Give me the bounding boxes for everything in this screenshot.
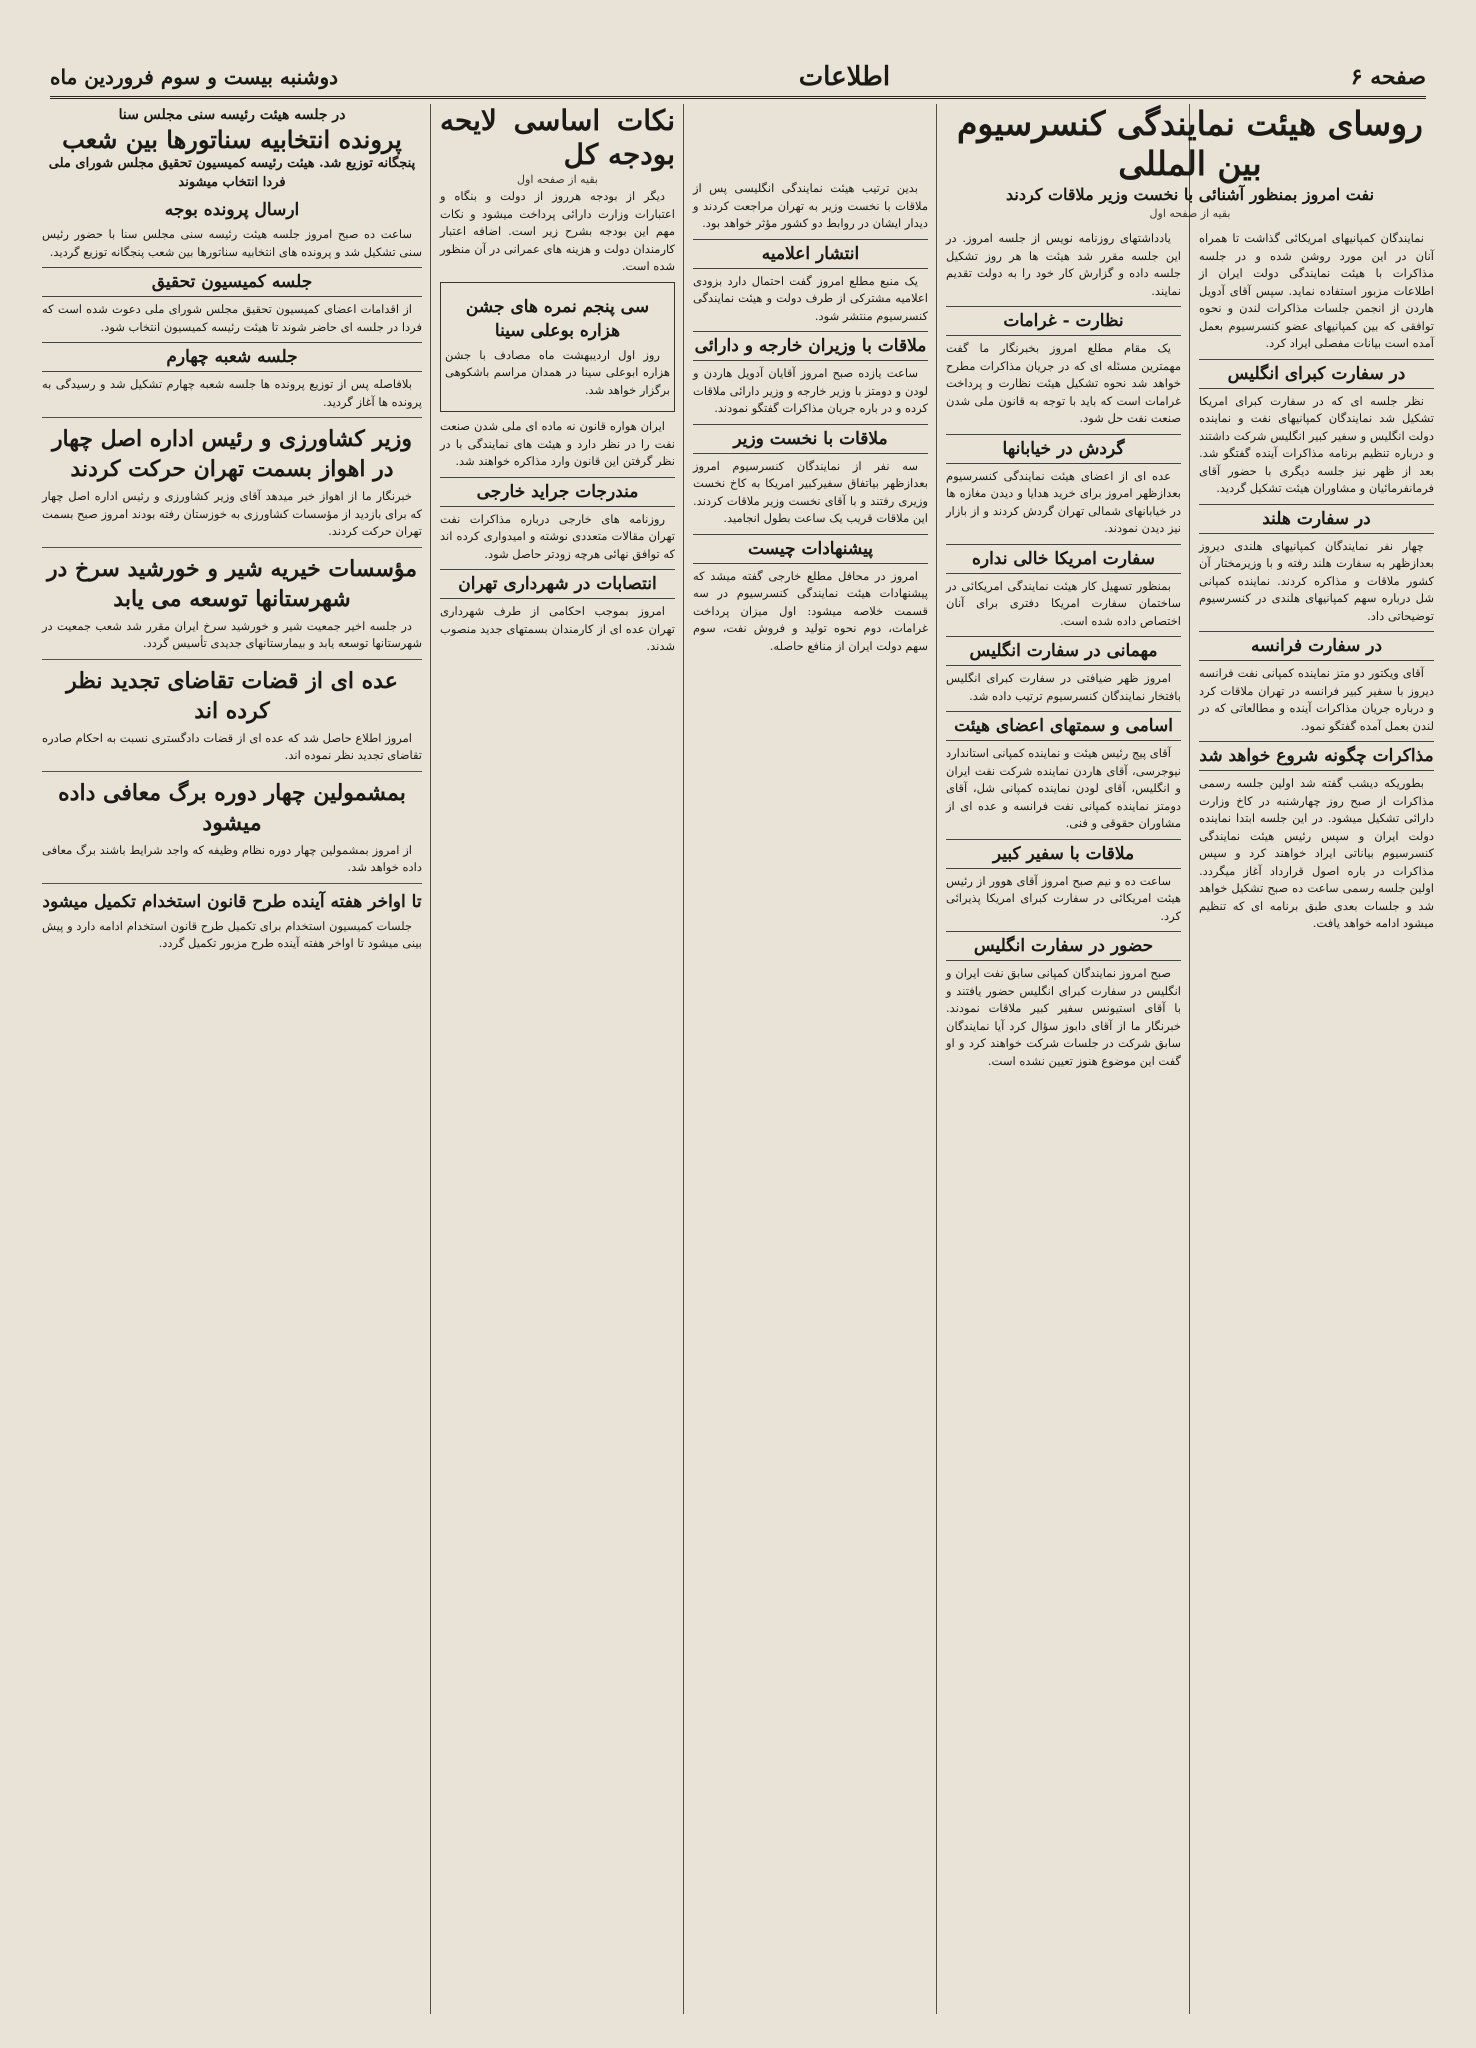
top-story-3-headline: پرونده انتخابیه سناتورها بین شعب <box>62 125 402 154</box>
section-heading: پیشنهادات چیست <box>693 534 928 564</box>
article-body: سه نفر از نمایندگان کنسرسیوم امروز بعدازظهر بیاتفاق سفیرکبیر امریکا به کاخ نخست وزیری رفتند و با آقای نخست وزیر ملاقات کردند. این ملاقات قریب یک ساعت بطول انجامید. <box>693 458 928 525</box>
top-story-3-kicker: در جلسه هیئت رئیسه سنی مجلس سنا <box>118 107 346 123</box>
column-rule <box>683 104 684 2014</box>
section-heading: نظارت - غرامات <box>946 306 1181 336</box>
page-number: صفحه ۶ <box>1350 64 1426 90</box>
column-rule <box>1189 104 1190 2014</box>
article-body: بدین ترتیب هیئت نمایندگی انگلیسی پس از ملاقات با نخست وزیر به تهران مراجعت کردند و دیدار ایشان در روابط دو کشور مؤثر خواهد بود. <box>693 181 928 230</box>
article-body: خبرنگار ما از اهواز خبر میدهد آقای وزیر کشاورزی و رئیس اداره اصل چهار که برای بازدید از مؤسسات کشاورزی به خوزستان رفته بودند امروز صبح بسمت تهران حرکت کردند. <box>42 489 422 538</box>
section-heading: بمشمولین چهار دوره برگ معافی داده میشود <box>58 779 406 836</box>
paper-name: اطلاعات <box>798 62 891 92</box>
section-heading: مهمانی در سفارت انگلیس <box>946 636 1181 666</box>
article-body: روزنامه های خارجی درباره مذاکرات نفت تهران مقالات متعددی نوشته و امیدواری کرده اند که توافق نهائی هرچه زودتر حاصل شود. <box>440 511 675 561</box>
divider <box>42 547 422 548</box>
section-heading: در سفارت هلند <box>1199 504 1434 534</box>
article-body: یک مقام مطلع امروز بخبرنگار ما گفت مهمترین مسئله ای که در جریان مذاکرات مطرح خواهد شد نحوه تشکیل هیئت نظارت و پرداخت غرامات است که باید با توجه به قانون ملی شدن صنعت نفت حل شود. <box>946 341 1181 425</box>
column-1-articles <box>1199 230 1434 933</box>
article-body: بلافاصله پس از توزیع پرونده ها جلسه شعبه چهارم تشکیل شد و رسیدگی به پرونده ها آغاز گردید. <box>42 377 422 409</box>
article-body: نظر جلسه ای که در سفارت کبرای امریکا تشکیل شد نمایندگان کمپانیهای نفت و نماینده دولت انگلیس و سفیر کبیر انگلیس شرکت داشتند و درباره تنظیم برنامه مذاکرات آینده گفتگو شد. بعد از ظهر نیز جلسه دیگری با حضور آقای فرمانفرمائیان و مشاوران هیئت تشکیل گردید. <box>1199 393 1434 495</box>
divider <box>42 417 422 418</box>
masthead <box>50 58 1426 99</box>
section-heading: عده ای از قضات تقاضای تجدید نظر کرده اند <box>66 667 398 724</box>
section-heading: جلسه کمیسیون تحقیق <box>42 267 422 297</box>
column-rule <box>430 104 431 2014</box>
section-heading: جلسه شعبه چهارم <box>42 342 422 372</box>
article-body: در جلسه اخیر جمعیت شیر و خورشید سرخ ایران مقرر شد شعب جمعیت در شهرستانها توسعه یابد و بیمارستانهای جدیدی تأسیس گردد. <box>42 618 422 650</box>
top-story-1-header <box>946 104 1434 222</box>
article-body: آقای ویکتور دو متز نماینده کمپانی نفت فرانسه دیروز با سفیر کبیر فرانسه در تهران ملاقات کرد و درباره جریان مذاکرات آینده و مطالعاتی که در لندن بعمل آمده گفتگو نمود. <box>1199 666 1434 733</box>
section-heading: مندرجات جراید خارجی <box>440 477 675 507</box>
continued-note: بقیه از صفحه اول <box>1149 207 1231 220</box>
divider <box>42 771 422 772</box>
column-rule <box>936 104 937 2014</box>
article-body: صبح امروز نمایندگان کمپانی سابق نفت ایران و انگلیس در سفارت کبرای انگلیس حضور یافتند و با آقای استیونس سفیر کبیر ملاقات نمودند. خبرنگار ما از آقای دابوز سؤال کرد آیا نمایندگان سابق شرکت در جلسات شرکت خواهند کرد و او گفت این موضوع هنوز تعیین نشده است. <box>946 966 1181 1068</box>
continued-note: بقیه از صفحه اول <box>517 173 598 186</box>
article-body: امروز بموجب احکامی از طرف شهرداری تهران عده ای از کارمندان بسمتهای جدید منصوب شدند. <box>440 604 675 653</box>
section-heading: اسامی و سمتهای اعضای هیئت <box>946 711 1181 741</box>
article-body: ساعت ده صبح امروز جلسه هیئت رئیسه سنی مجلس سنا با حضور رئیس سنی تشکیل شد و پرونده های انتخابیه سناتورها بین شعب پنجگانه توزیع گردید. <box>42 227 422 259</box>
article-body: ساعت ده و نیم صبح امروز آقای هوور از رئیس هیئت امریکائی در سفارت کبرای امریکا پذیرائی کرد. <box>946 873 1181 923</box>
article-body: امروز در محافل مطلع خارجی گفته میشد که پیشنهادات هیئت نمایندگی کنسرسیوم در سه قسمت خلاصه میشود: اول میزان پرداخت غرامات، دوم نحوه تولید و فروش نفت، سوم سهم دولت ایران از منافع حاصله. <box>693 568 928 653</box>
section-heading: وزیر کشاورزی و رئیس اداره اصل چهار در اهواز بسمت تهران حرکت کردند <box>51 426 413 482</box>
section-heading: ملاقات با سفیر کبیر <box>946 839 1181 869</box>
article-body: یک منبع مطلع امروز گفت احتمال دارد بزودی اعلامیه مشترکی از طرف دولت و هیئت نمایندگی کنسرسیوم منتشر شود. <box>693 273 928 323</box>
article-body: دیگر از بودجه هرروز از دولت و بنگاه و اعتبارات وزارت دارائی پرداخت میشود و نکات مهم این بودجه بشرح زیر است. اضافه اعتبار کارمندان دولت و هزینه های عمرانی در آن منظور شده است. <box>440 189 675 273</box>
date-line: دوشنبه بیست و سوم فروردین ماه <box>50 65 339 89</box>
divider <box>42 883 422 884</box>
section-heading: ملاقات با نخست وزیر <box>693 424 928 454</box>
top-story-2-headline: نکات اساسی لایحه بودجه کل <box>440 104 675 171</box>
article-body: امروز ظهر ضیافتی در سفارت کبرای انگلیس بافتخار نمایندگان کنسرسیوم ترتیب داده شد. <box>946 671 1181 703</box>
section-heading: مذاکرات چگونه شروع خواهد شد <box>1199 741 1434 771</box>
article-body: آقای پیج رئیس هیئت و نماینده کمپانی استاندارد نیوجرسی، آقای هاردن نماینده شرکت نفت ایران و انگلیس، آقای لودن نماینده کمپانی شل، آقای دومتز نماینده کمپانی نفت فرانسه و عده ای از مشاوران حقوقی و فنی. <box>946 746 1181 830</box>
article-body: ایران هواره قانون نه ماده ای ملی شدن صنعت نفت را در نظر دارد و هیئت های نمایندگی با در نظر گرفتن این قانون وارد مذاکره خواهند شد. <box>440 419 675 468</box>
article-body: ساعت یازده صبح امروز آقایان آدویل هاردن و لودن و دومتز با وزیر خارجه و وزیر دارائی ملاقات کرده و در باره جریان مذاکرات گفتگو نمودند. <box>693 366 928 415</box>
column-5 <box>42 104 422 2014</box>
section-heading: در سفارت فرانسه <box>1199 631 1434 661</box>
section-heading: انتصابات در شهرداری تهران <box>440 569 675 599</box>
article-body: عده ای از اعضای هیئت نمایندگی کنسرسیوم بعدازظهر امروز برای خرید هدایا و دیدن مغازه ها در خیابانهای شمالی تهران گردش کردند و از بازار نیز دیدن نمودند. <box>946 468 1181 535</box>
column-4 <box>440 104 675 2014</box>
section-heading: حضور در سفارت انگلیس <box>946 931 1181 961</box>
divider <box>42 659 422 660</box>
section-heading: انتشار اعلامیه <box>693 239 928 269</box>
top-story-1-subhead: نفت امروز بمنظور آشنائی با نخست وزیر ملاقات کردند <box>1005 185 1375 204</box>
section-heading: در سفارت کبرای انگلیس <box>1199 359 1434 389</box>
top-story-1-headline: روسای هیئت نمایندگی کنسرسیوم بین المللی <box>957 104 1423 183</box>
column-3 <box>693 180 928 2014</box>
article-body: چهار نفر نمایندگان کمپانیهای هلندی دیروز بعدازظهر به سفارت هلند رفته و با وزیرمختار آن کشور ملاقات و مذاکره کردند. نماینده کمپانی شل درباره سهم کمپانیهای هلندی در کنسرسیوم توضیحاتی داد. <box>1199 538 1434 623</box>
article-body: یادداشتهای روزنامه نویس از جلسه امروز. در این جلسه مقرر شد هیئت ها هر روز تشکیل جلسه داده و گزارش کار خود را به دولت تقدیم نمایند. <box>946 231 1181 298</box>
article-body: امروز اطلاع حاصل شد که عده ای از قضات دادگستری نسبت به احکام صادره تقاضای تجدید نظر نموده اند. <box>42 730 422 762</box>
article-body: از اقدامات اعضای کمیسیون تحقیق مجلس شورای ملی دعوت شده است که فردا در جلسه ای حاضر شوند تا هیئت رئیسه کمیسیون انتخاب شود. <box>42 302 422 334</box>
section-heading: مؤسسات خیریه شیر و خورشید سرخ در شهرستانها توسعه می یابد <box>46 555 418 612</box>
top-story-3-subhead: پنجگانه توزیع شد. هیئت رئیسه کمیسیون تحقیق مجلس شورای ملی فردا انتخاب میشوند <box>48 156 416 190</box>
article-body: بطوریکه دیشب گفته شد اولین جلسه رسمی مذاکرات از صبح روز چهارشنبه در کاخ وزارت دارائی تشکیل میشود. در این جلسه ابتدا نماینده دولت ایران و سپس رئیس هیئت نمایندگی کنسرسیوم بیاناتی ایراد خواهند کرد و سپس مذاکرات در باره اصول قرارداد آغاز میگردد. اولین جلسه رسمی ساعت ده صبح تشکیل خواهد شد و جلسات بعدی طبق برنامه ای که تنظیم میشود ادامه خواهد یافت. <box>1199 776 1434 930</box>
article-body: نمایندگان کمپانیهای امریکائی گذاشت تا همراه آنان در این مورد روشن شده و در جلسه مذاکرات با هیئت نمایندگی دولت ایران از اطلاعات مزبور استفاده نماید. سپس آقای آدویل هاردن از انجمن جلسات مذاکرات لندن و نحوه توافقی که بین کمپانیهای عضو کنسرسیوم بعمل آمده است بیانات مفصلی ایراد کرد. <box>1199 231 1434 350</box>
article-body: جلسات کمیسیون استخدام برای تکمیل طرح قانون استخدام ادامه دارد و پیش بینی میشود تا اواخر هفته آینده طرح مزبور تکمیل گردد. <box>42 918 422 950</box>
article-body: از امروز بمشمولین چهار دوره نظام وظیفه که واجد شرایط باشند برگ معافی داده خواهد شد. <box>42 842 422 874</box>
section-heading: ارسال پرونده بوجه <box>164 200 300 220</box>
section-heading: سی پنجم نمره های جشن هزاره بوعلی سینا <box>465 296 650 341</box>
section-heading: تا اواخر هفته آینده طرح قانون استخدام تکمیل میشود <box>42 891 422 912</box>
section-heading: ملاقات با وزیران خارجه و دارائی <box>693 331 928 361</box>
column-2 <box>946 230 1181 2014</box>
section-heading: گردش در خیابانها <box>946 434 1181 464</box>
article-body: روز اول اردیبهشت ماه مصادف با جشن هزاره ابوعلی سینا در همدان مراسم باشکوهی برگزار خواهد شد. <box>445 347 670 397</box>
section-heading: سفارت امریکا خالی نداره <box>946 544 1181 574</box>
boxed-article <box>440 282 675 413</box>
article-body: بمنظور تسهیل کار هیئت نمایندگی امریکائی در ساختمان سفارت امریکا دفتری برای آنان اختصاص داده شده است. <box>946 578 1181 628</box>
